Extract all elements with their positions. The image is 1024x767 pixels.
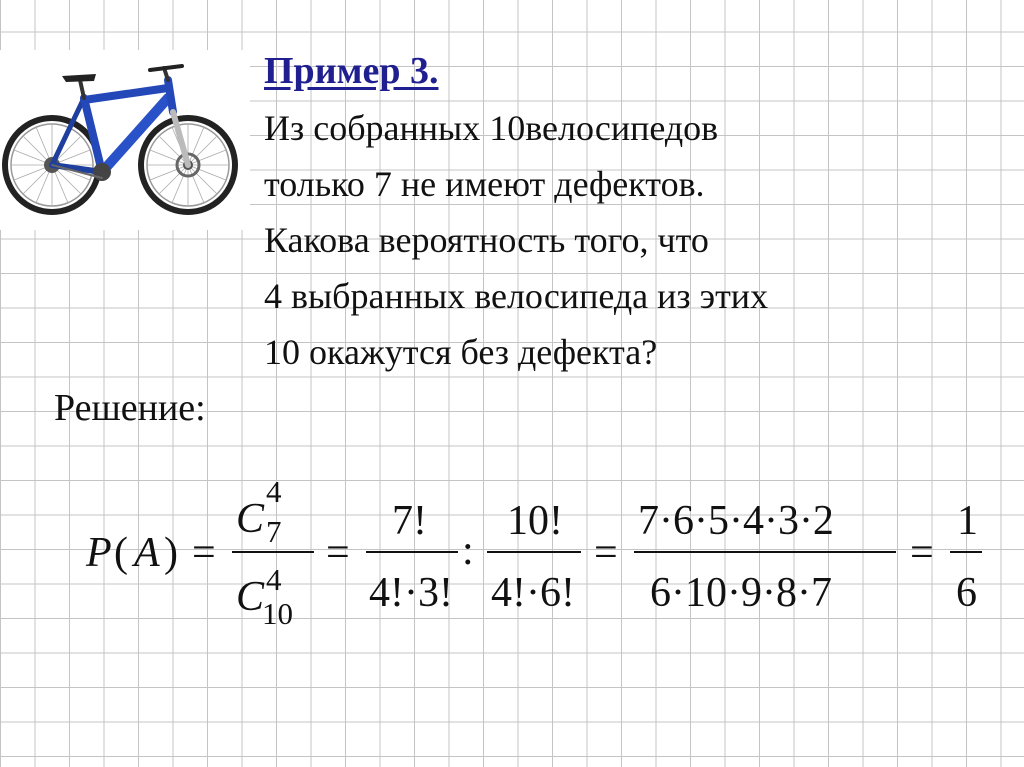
fraction2-denominator: 4!·6!: [491, 570, 575, 616]
formula-open-paren: (: [114, 530, 128, 576]
formula-a: A: [134, 530, 160, 576]
fraction3-numerator: 7·6·5·4·3·2: [638, 498, 834, 544]
fraction2-numerator: 10!: [507, 498, 563, 544]
fraction-bar: [634, 551, 896, 553]
problem-statement: [264, 36, 964, 380]
fraction-bar: [950, 551, 982, 553]
problem-line: Какова вероятность того, что: [264, 220, 709, 260]
combination-sup-numerator: 4: [266, 474, 282, 509]
fraction-bar: [232, 551, 314, 553]
fraction3-denominator: 6·10·9·8·7: [650, 570, 832, 616]
combination-c-denominator: C: [236, 574, 265, 620]
fraction-bar: [366, 551, 458, 553]
bicycle-image: [0, 50, 250, 230]
equals-sign: =: [594, 530, 618, 576]
problem-line: 10 окажутся без дефекта?: [264, 332, 658, 372]
fraction1-denominator: 4!·3!: [369, 570, 453, 616]
solution-label: Решение:: [54, 387, 206, 429]
equals-sign: =: [326, 530, 350, 576]
problem-line: Из собранных 10велосипедов: [264, 108, 719, 148]
problem-line: 4 выбранных велосипеда из этих: [264, 276, 769, 316]
equals-sign: =: [910, 530, 934, 576]
formula-p: P: [86, 530, 112, 576]
fraction-bar: [487, 551, 581, 553]
result-denominator: 6: [956, 570, 977, 616]
combination-sub-numerator: 7: [266, 514, 282, 549]
divide-sign: :: [462, 528, 474, 574]
problem-title: Пример 3.: [264, 50, 439, 92]
result-numerator: 1: [957, 498, 978, 544]
combination-sub-denominator: 10: [262, 596, 293, 631]
combination-c-numerator: C: [236, 496, 265, 542]
fraction1-numerator: 7!: [392, 498, 427, 544]
probability-formula: [0, 470, 1024, 640]
formula-close-paren: ): [164, 530, 178, 576]
combination-sup-denominator: 4: [266, 562, 282, 597]
problem-line: только 7 не имеют дефектов.: [264, 164, 705, 204]
equals-sign: =: [192, 530, 216, 576]
